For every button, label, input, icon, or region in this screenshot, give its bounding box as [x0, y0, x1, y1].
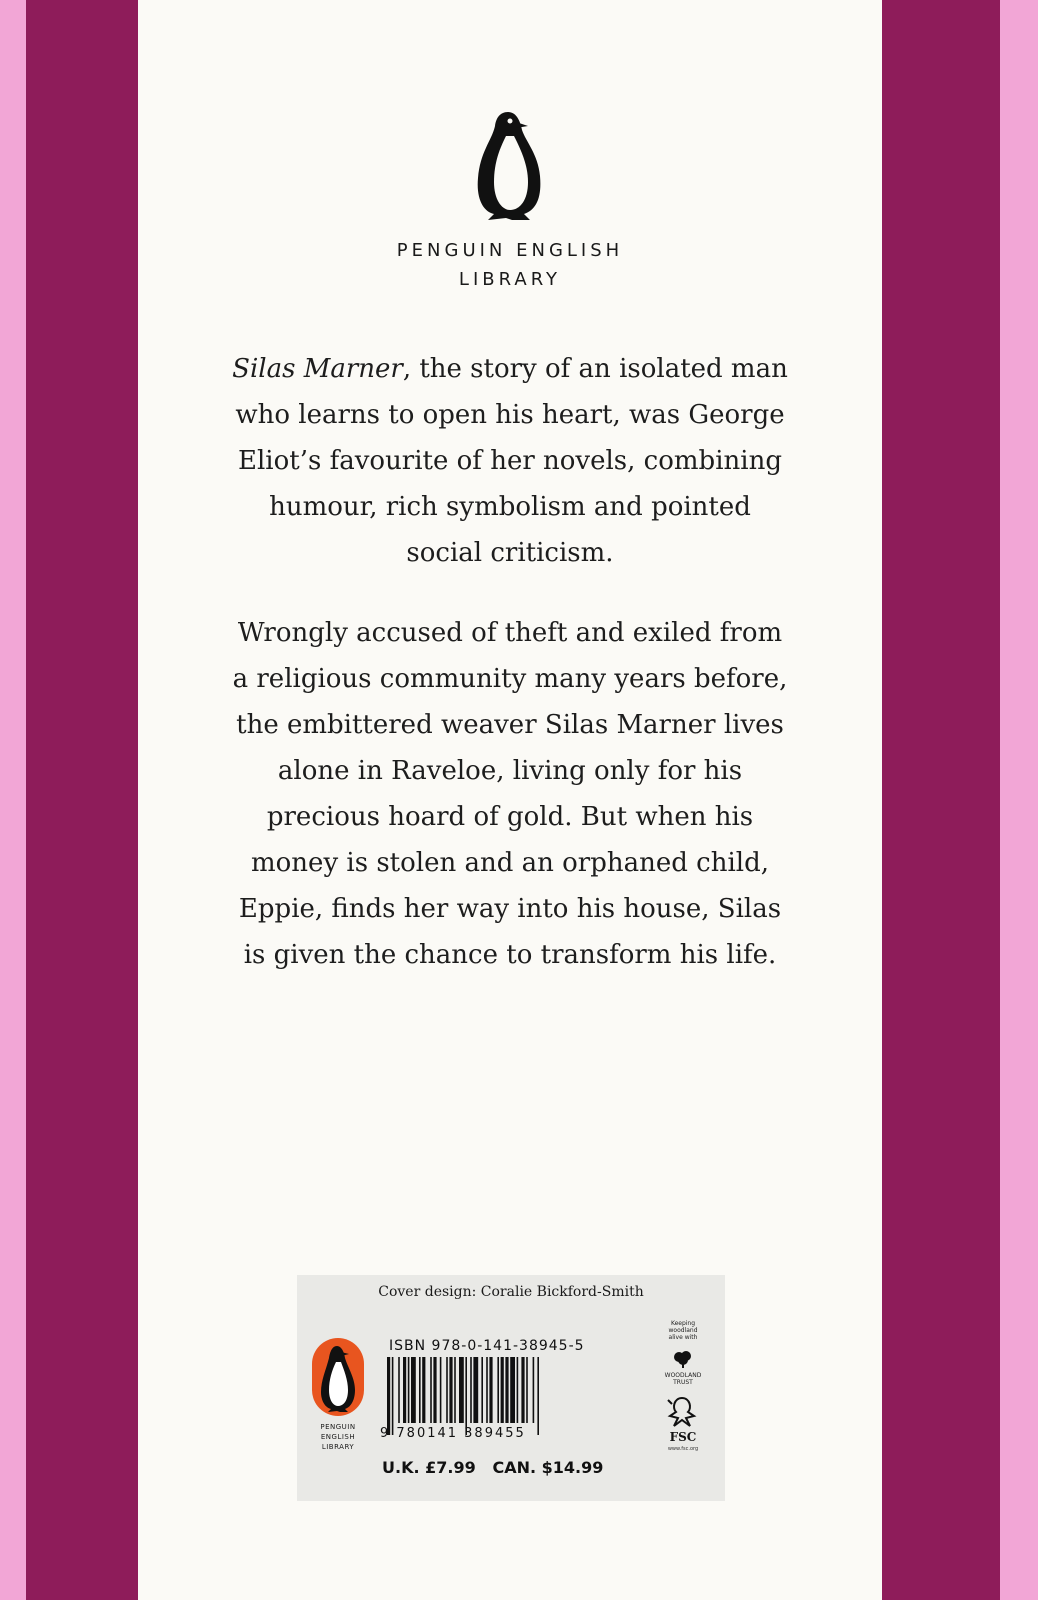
imprint-line-2: LIBRARY — [458, 269, 562, 290]
barcode-bar — [411, 1357, 416, 1423]
barcode-bar — [454, 1357, 456, 1423]
barcode-bar — [459, 1357, 464, 1423]
blurb-paragraph-1 — [230, 346, 790, 576]
book-title: Silas Marner — [232, 354, 403, 384]
price-can: CAN. $14.99 — [492, 1458, 604, 1477]
barcode-bar — [489, 1357, 492, 1423]
barcode-bar — [398, 1357, 400, 1423]
woodland-caption — [648, 1320, 718, 1341]
barcode-bar — [501, 1357, 504, 1423]
barcode-bar — [446, 1357, 448, 1423]
barcode-bar — [510, 1357, 515, 1423]
barcode-bar — [433, 1357, 436, 1423]
fsc-tree-icon — [662, 1394, 702, 1430]
barcode-bar — [430, 1357, 432, 1423]
barcode-bar — [465, 1357, 467, 1435]
barcode-bar — [403, 1357, 406, 1423]
blurb-paragraph-2: Wrongly accused of theft and exiled from a religious community many years before, the embittered weaver Silas Marner lives alone in Raveloe, living only for his precious hoard of gold. But when his money is stolen and an orphaned child, Eppie, finds her way into his house, Silas is given the chance to transform his life. — [232, 618, 788, 970]
tree-icon — [672, 1350, 694, 1368]
small-imprint-line-1: PENGUIN — [320, 1423, 356, 1431]
fsc-label: FSC — [669, 1430, 697, 1444]
isbn-label: ISBN 978-0-141-38945-5 — [389, 1338, 585, 1354]
barcode-bar — [419, 1357, 421, 1423]
barcode-digits: 9 780141 389455 — [380, 1426, 526, 1441]
woodland-line-1: Keeping — [670, 1320, 696, 1327]
barcode-bar — [497, 1357, 499, 1423]
cover-design-credit: Cover design: Coralie Bickford-Smith — [378, 1284, 644, 1300]
barcode-bar — [505, 1357, 508, 1423]
barcode-bar — [481, 1357, 483, 1423]
imprint-line-1: PENGUIN ENGLISH — [396, 240, 624, 261]
barcode-bar — [408, 1357, 410, 1423]
small-imprint-line-2: ENGLISH — [320, 1433, 356, 1441]
barcode-bar — [422, 1357, 425, 1423]
price-line — [382, 1458, 642, 1477]
barcode-bar — [473, 1357, 478, 1423]
barcode-bar — [537, 1357, 539, 1435]
barcode-bar — [517, 1357, 519, 1423]
woodland-trust — [648, 1372, 718, 1386]
price-uk: U.K. £7.99 — [382, 1458, 476, 1477]
right-stripe — [882, 0, 1000, 1600]
barcode-bar — [470, 1357, 472, 1423]
blurb-paragraph-1-text: , the story of an isolated man who learns to open his heart, was George Eliot’s favourite of her novels, combining humour, rich symbolism and pointed social criticism. — [235, 354, 788, 568]
publisher-imprint — [340, 236, 680, 294]
barcode-bar — [521, 1357, 524, 1423]
fsc-url: www.fsc.org — [667, 1446, 699, 1452]
small-imprint-line-3: LIBRARY — [321, 1443, 355, 1451]
small-imprint — [302, 1422, 374, 1452]
barcode-bar — [440, 1357, 442, 1423]
barcode-bar — [449, 1357, 452, 1423]
woodland-sub: TRUST — [673, 1379, 693, 1386]
penguin-logo-icon — [310, 1336, 366, 1418]
woodland-line-3: alive with — [668, 1334, 698, 1341]
woodland-name: WOODLAND — [664, 1372, 702, 1379]
barcode-bar — [526, 1357, 528, 1423]
penguin-icon — [470, 108, 550, 224]
barcode-bar — [392, 1357, 394, 1435]
left-stripe — [26, 0, 138, 1600]
barcode-bar — [533, 1357, 535, 1423]
barcode-bar — [387, 1357, 390, 1435]
barcode-bar — [486, 1357, 488, 1423]
woodland-line-2: woodland — [668, 1327, 698, 1334]
